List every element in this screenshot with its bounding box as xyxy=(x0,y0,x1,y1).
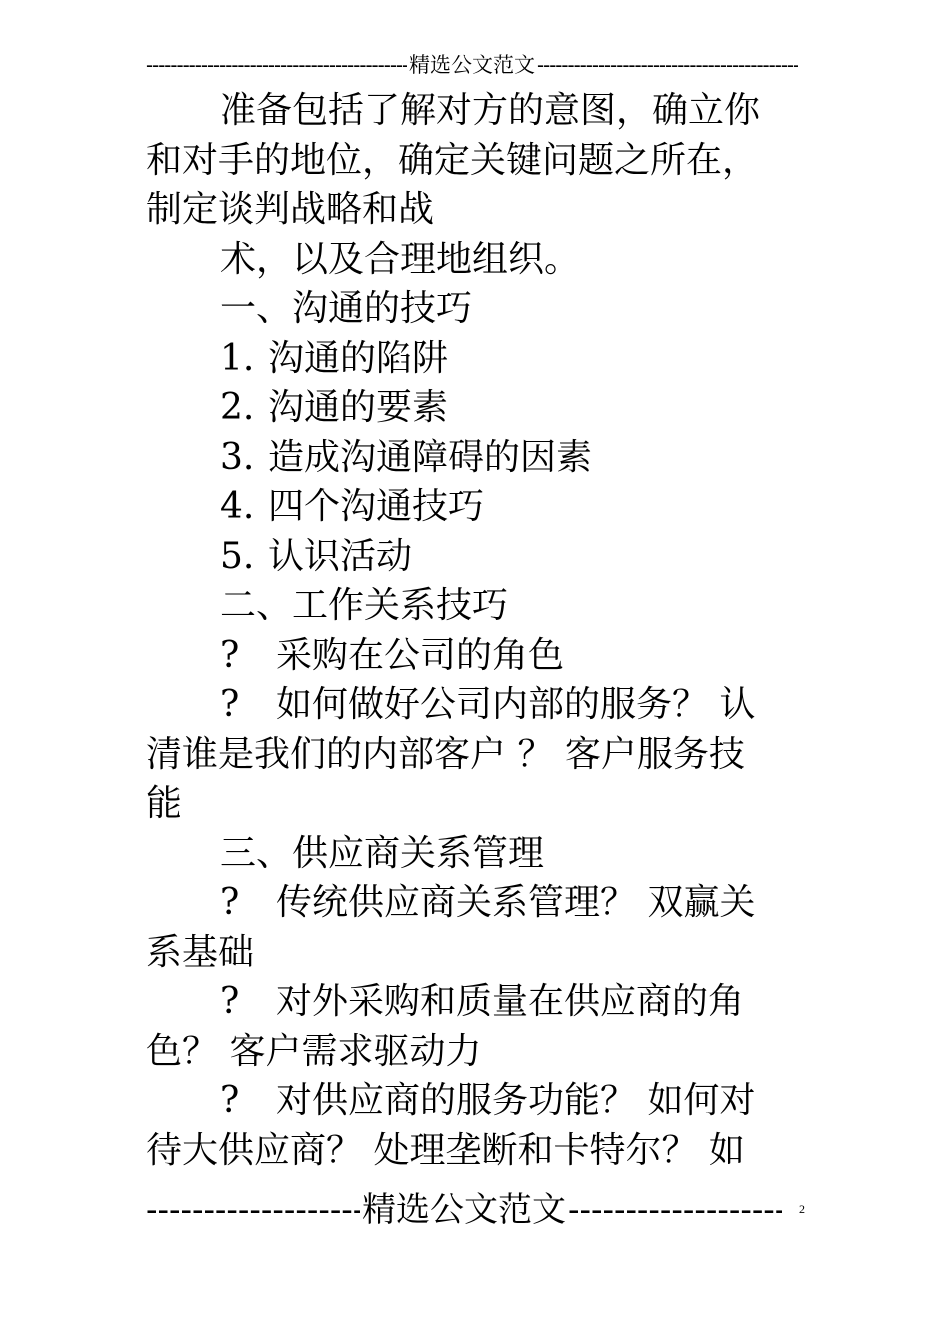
section-heading: 三、供应商关系管理 xyxy=(220,832,545,874)
footer-rule-right xyxy=(568,1186,782,1234)
bullet-item xyxy=(146,1076,806,1126)
bullet-item xyxy=(146,977,806,1027)
item-text: 传统供应商关系管理？ 双赢关 xyxy=(276,882,756,923)
header-rule-left xyxy=(146,48,407,82)
numbered-item xyxy=(146,532,806,582)
header-rule-right xyxy=(537,48,798,82)
item-text: 沟通的陷阱 xyxy=(268,337,449,379)
paragraph-line: 系基础 xyxy=(146,931,255,973)
numbered-item xyxy=(146,334,806,384)
bullet-symbol: ? xyxy=(220,634,240,676)
item-number: 3. xyxy=(220,436,255,478)
paragraph-line: 能 xyxy=(146,783,183,824)
paragraph-line: 清谁是我们的内部客户 ？ 客户服务技 xyxy=(146,733,745,775)
bullet-symbol: ? xyxy=(220,684,240,725)
footer-title: 精选公文范文 xyxy=(362,1190,566,1230)
bullet-item xyxy=(146,631,806,681)
header-title: 精选公文范文 xyxy=(409,53,535,77)
item-number: 2. xyxy=(220,387,255,428)
numbered-item xyxy=(146,482,806,532)
item-text: 采购在公司的角色 xyxy=(276,634,565,676)
numbered-item xyxy=(146,433,806,483)
bullet-item xyxy=(146,878,806,928)
item-number: 1. xyxy=(220,337,255,379)
paragraph-line: 制定谈判战略和战 xyxy=(146,189,435,230)
paragraph-line: 术，以及合理地组织。 xyxy=(220,238,581,280)
footer-rule-left xyxy=(146,1186,360,1234)
section-heading: 一、沟通的技巧 xyxy=(220,288,473,329)
numbered-item xyxy=(146,383,806,433)
bullet-symbol: ? xyxy=(220,981,240,1022)
page-footer xyxy=(146,1186,782,1234)
item-number: 5. xyxy=(220,535,255,577)
item-text: 对外采购和质量在供应商的角 xyxy=(276,981,745,1022)
item-text: 四个沟通技巧 xyxy=(268,486,485,527)
bullet-item xyxy=(146,680,806,730)
paragraph-line: 色？ 客户需求驱动力 xyxy=(146,1030,482,1072)
item-text: 认识活动 xyxy=(268,535,413,577)
item-text: 如何做好公司内部的服务？ 认 xyxy=(276,684,756,725)
paragraph-line: 和对手的地位，确定关键问题之所在， xyxy=(146,139,759,181)
item-text: 对供应商的服务功能？ 如何对 xyxy=(276,1080,756,1121)
item-text: 沟通的要素 xyxy=(268,387,449,428)
paragraph-line: 准备包括了解对方的意图，确立你 xyxy=(220,90,761,131)
section-heading: 二、工作关系技巧 xyxy=(220,585,509,626)
bullet-symbol: ? xyxy=(220,882,240,923)
item-number: 4. xyxy=(220,486,255,527)
paragraph-line: 待大供应商？ 处理垄断和卡特尔？ 如 xyxy=(146,1129,745,1171)
bullet-symbol: ? xyxy=(220,1080,240,1121)
document-body xyxy=(146,86,806,1175)
item-text: 造成沟通障碍的因素 xyxy=(268,436,593,478)
page-number: 2 xyxy=(799,1202,805,1216)
page-header xyxy=(146,48,798,82)
